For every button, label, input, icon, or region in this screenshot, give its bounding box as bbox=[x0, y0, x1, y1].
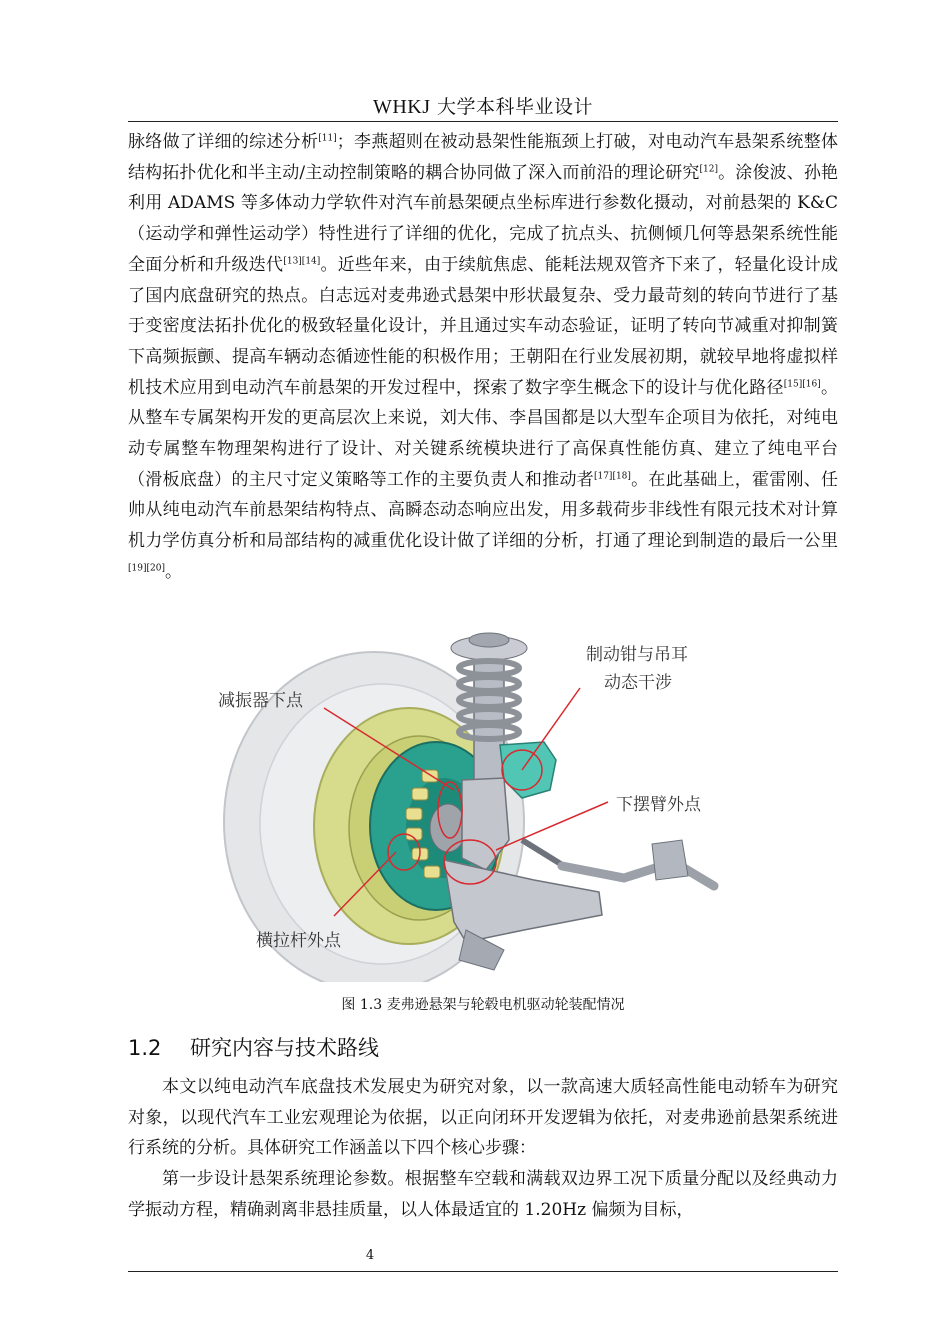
label-lower-arm-outer-point: 下摆臂外点 bbox=[616, 795, 701, 815]
citation: [17][18] bbox=[593, 471, 631, 482]
header-rule bbox=[128, 121, 838, 122]
text-run: 。 bbox=[164, 561, 182, 582]
citation: [13][14] bbox=[283, 256, 321, 267]
text-run: ；李燕超则在被动悬架性能瓶颈上打破，对电动汽车悬架系统整体结构拓扑优化和半主动/主动控制策略的耦合协同做了深入而前沿的理论研究 bbox=[128, 132, 839, 183]
page-header bbox=[128, 92, 838, 119]
footer-rule bbox=[128, 1271, 838, 1272]
text-run: 。近些年来，由于续航焦虑、能耗法规双管齐下来了，轻量化设计成了国内底盘研究的热点。白志远对麦弗逊式悬架中形状最复杂、受力最苛刻的转向节进行了基于变密度法拓扑优化的极致轻量化设计，并且通过实车动态验证，证明了转向节减重对抑制簧下高频振颤、提高车辆动态循迹性能的积极作用；王朝阳在行业发展初期，就较早地将虚拟样机技术应用到电动汽车前悬架的开发过程中，探索了数字孪生概念下的设计与优化路径 bbox=[128, 254, 839, 398]
stabilizer-bar bbox=[562, 862, 714, 886]
section-heading bbox=[128, 1032, 379, 1062]
body-paragraph-1 bbox=[128, 127, 838, 588]
label-dynamic-interference: 动态干涉 bbox=[604, 673, 672, 693]
section-number: 1.2 bbox=[128, 1036, 162, 1060]
body-text-2 bbox=[128, 1072, 838, 1226]
suspension-illustration bbox=[204, 630, 724, 982]
text-run: 。涂俊波、孙艳利用 ADAMS 等多体动力学软件对汽车前悬架硬点坐标库进行参数化摄动，对前悬架的 K&C（运动学和弹性运动学）特性进行了详细的优化，完成了抗点头、抗侧倾几何等悬架系统性能全面分析和升级迭代 bbox=[128, 162, 839, 275]
paragraph-3: 第一步设计悬架系统理论参数。根据整车空载和满载双边界工况下质量分配以及经典动力学振动方程，精确剥离非悬挂质量，以人体最适宜的 1.20Hz 偏频为目标， bbox=[128, 1169, 838, 1220]
label-tie-rod-outer-point: 横拉杆外点 bbox=[256, 931, 341, 951]
page-number: 4 bbox=[365, 1248, 375, 1263]
paragraph bbox=[128, 127, 838, 588]
text-run: 。在此基础上，霍雷刚、任帅从纯电动汽车前悬架结构特点、高瞬态动态响应出发，用多载荷步非线性有限元技术对计算机力学仿真分析和局部结构的减重优化设计做了详细的分析，打通了理论到制造的最后一公里 bbox=[128, 469, 839, 552]
header-prefix: WHKJ bbox=[372, 96, 431, 118]
citation: [11] bbox=[318, 133, 337, 144]
text-run: 脉络做了详细的综述分析 bbox=[128, 132, 319, 152]
paragraph-2: 本文以纯电动汽车底盘技术发展史为研究对象，以一款高速大质轻高性能电动轿车为研究对象，以现代汽车工业宏观理论为依据，以正向闭环开发逻辑为依托，对麦弗逊前悬架系统进行系统的分析。具体研究工作涵盖以下四个核心步骤： bbox=[128, 1077, 838, 1159]
text-run: 。从整车专属架构开发的更高层次上来说，刘大伟、李昌国都是以大型车企项目为依托，对纯电动专属整车物理架构进行了设计、对关键系统模块进行了高保真性能仿真、建立了纯电平台（滑板底盘）的主尺寸定义策略等工作的主要负责人和推动者 bbox=[128, 377, 839, 490]
label-brake-caliper: 制动钳与吊耳 bbox=[586, 645, 688, 665]
tie-rod bbox=[522, 840, 564, 866]
figure-suspension-assembly bbox=[204, 630, 724, 982]
citation: [12] bbox=[699, 164, 719, 175]
figure-caption: 图 1.3 麦弗逊悬架与轮毂电机驱动轮装配情况 bbox=[341, 997, 625, 1013]
section-title: 研究内容与技术路线 bbox=[190, 1036, 379, 1060]
header-title: 大学本科毕业设计 bbox=[437, 96, 594, 118]
citation: [15][16] bbox=[783, 378, 821, 389]
citation: [19][20] bbox=[128, 563, 165, 574]
label-damper-lower-point: 减振器下点 bbox=[218, 691, 303, 711]
